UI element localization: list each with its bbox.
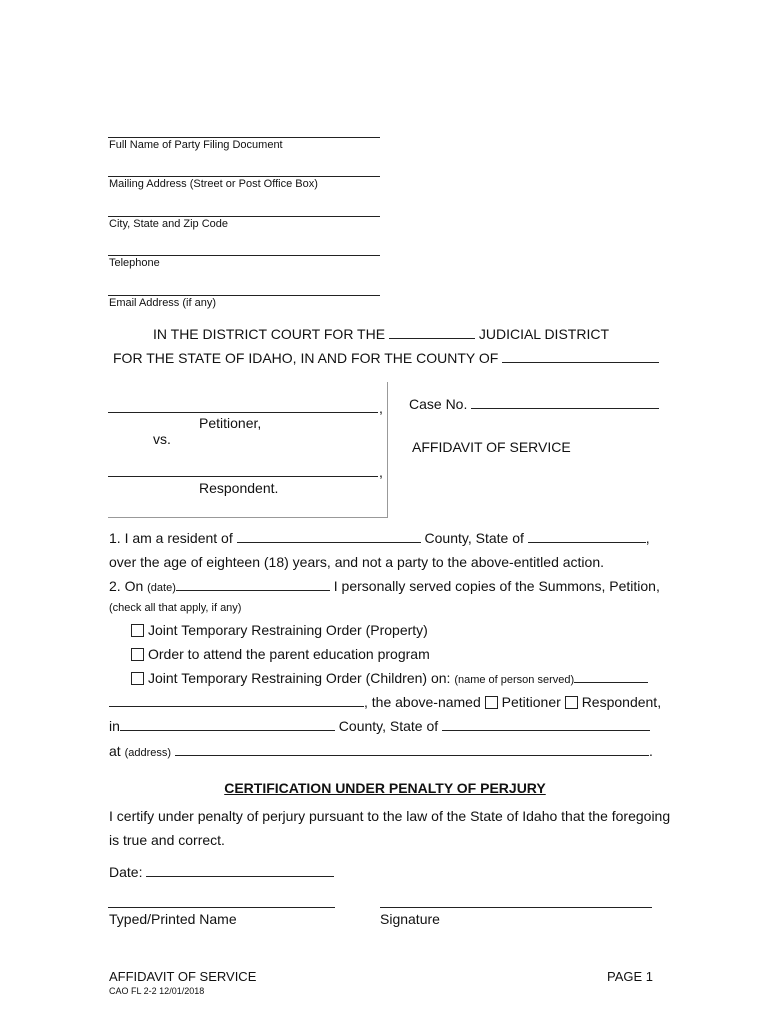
footer-code: CAO FL 2-2 12/01/2018 xyxy=(109,986,205,996)
checkbox-children[interactable] xyxy=(131,672,144,685)
resident-state-blank[interactable] xyxy=(528,530,646,543)
p1-comma: , xyxy=(645,530,650,546)
address-row xyxy=(109,743,653,759)
typed-name-line[interactable] xyxy=(108,907,335,908)
typed-name-label: Typed/Printed Name xyxy=(109,911,237,927)
footer-title: AFFIDAVIT OF SERVICE xyxy=(109,969,257,984)
resident-county-blank[interactable] xyxy=(237,530,421,543)
in-state-blank[interactable] xyxy=(442,718,650,731)
in-label: in xyxy=(109,718,120,734)
served-copies-label: I personally served copies of the Summons, Petition, xyxy=(333,578,660,594)
address-period: . xyxy=(648,743,653,759)
check3-note: (name of person served) xyxy=(454,674,575,686)
court-heading-county: FOR THE STATE OF IDAHO, IN AND FOR THE COUNTY OF xyxy=(113,350,499,366)
checkbox-row-education xyxy=(131,646,430,662)
respondent-option-label: Respondent, xyxy=(581,694,662,710)
checkbox-row-property xyxy=(131,622,428,638)
person-served-blank-2[interactable] xyxy=(109,694,364,707)
county-blank[interactable] xyxy=(502,350,659,363)
respondent-line[interactable] xyxy=(108,476,378,477)
check-note: (check all that apply, if any) xyxy=(109,602,242,614)
service-date-blank[interactable] xyxy=(176,578,330,591)
checkbox-respondent[interactable] xyxy=(565,696,578,709)
petitioner-label: Petitioner, xyxy=(199,415,262,431)
vs-label: vs. xyxy=(153,431,171,447)
date-blank[interactable] xyxy=(146,864,334,877)
paragraph-1 xyxy=(109,530,650,546)
checkbox-education[interactable] xyxy=(131,648,144,661)
name-label: Full Name of Party Filing Document xyxy=(109,139,283,151)
respondent-label: Respondent. xyxy=(199,480,279,496)
court-heading-b: JUDICIAL DISTRICT xyxy=(478,326,609,342)
above-named-row xyxy=(109,694,661,710)
checkbox-row-children xyxy=(131,670,648,686)
email-label: Email Address (if any) xyxy=(109,297,216,309)
caption-divider xyxy=(387,382,388,518)
signature-label: Signature xyxy=(380,911,440,927)
age-statement: over the age of eighteen (18) years, and not a party to the above-entitled action. xyxy=(109,554,604,570)
court-heading-a: IN THE DISTRICT COURT FOR THE xyxy=(153,326,386,342)
date-note: (date) xyxy=(147,582,176,594)
paragraph-2 xyxy=(109,578,660,594)
name-line[interactable] xyxy=(108,137,380,138)
case-no-blank[interactable] xyxy=(471,396,659,409)
county-state-label: County, State of xyxy=(424,530,524,546)
case-number xyxy=(409,396,659,412)
respondent-comma: , xyxy=(379,464,383,480)
check3-label: Joint Temporary Restraining Order (Children) on: xyxy=(148,670,451,686)
address-note: (address) xyxy=(124,747,172,759)
certification-title: CERTIFICATION UNDER PENALTY OF PERJURY xyxy=(224,780,546,796)
mailing-label: Mailing Address (Street or Post Office Box) xyxy=(109,178,318,190)
city-label: City, State and Zip Code xyxy=(109,218,229,230)
city-line[interactable] xyxy=(108,216,380,217)
petitioner-comma: , xyxy=(379,400,383,416)
above-named-label: , the above-named xyxy=(364,694,481,710)
in-county-blank[interactable] xyxy=(120,718,335,731)
case-no-label: Case No. xyxy=(409,396,468,412)
resident-label: 1. I am a resident of xyxy=(109,530,233,546)
footer-page: PAGE 1 xyxy=(607,969,654,984)
court-heading-line1 xyxy=(153,326,609,342)
checkbox-property[interactable] xyxy=(131,624,144,637)
on-label: 2. On xyxy=(109,578,144,594)
petitioner-option-label: Petitioner xyxy=(501,694,561,710)
at-label: at xyxy=(109,743,121,759)
person-served-blank[interactable] xyxy=(574,670,648,683)
email-line[interactable] xyxy=(108,295,380,296)
court-heading-line2 xyxy=(113,350,659,366)
mailing-line[interactable] xyxy=(108,176,380,177)
date-label: Date: xyxy=(109,864,143,880)
petitioner-line[interactable] xyxy=(108,412,378,413)
signature-line[interactable] xyxy=(380,907,652,908)
certification-text-2: is true and correct. xyxy=(109,832,225,848)
telephone-line[interactable] xyxy=(108,255,380,256)
document-title: AFFIDAVIT OF SERVICE xyxy=(412,439,571,455)
checkbox-petitioner[interactable] xyxy=(485,696,498,709)
in-county-state-label: County, State of xyxy=(338,718,439,734)
check1-label: Joint Temporary Restraining Order (Property) xyxy=(148,622,428,638)
telephone-label: Telephone xyxy=(109,257,160,269)
caption-bottom-rule xyxy=(108,517,388,518)
date-row xyxy=(109,864,334,880)
in-county-row xyxy=(109,718,650,734)
address-blank[interactable] xyxy=(175,743,649,756)
judicial-district-blank[interactable] xyxy=(389,326,475,339)
certification-text-1: I certify under penalty of perjury pursuant to the law of the State of Idaho that the foregoing xyxy=(109,808,671,824)
check2-label: Order to attend the parent education program xyxy=(148,646,430,662)
